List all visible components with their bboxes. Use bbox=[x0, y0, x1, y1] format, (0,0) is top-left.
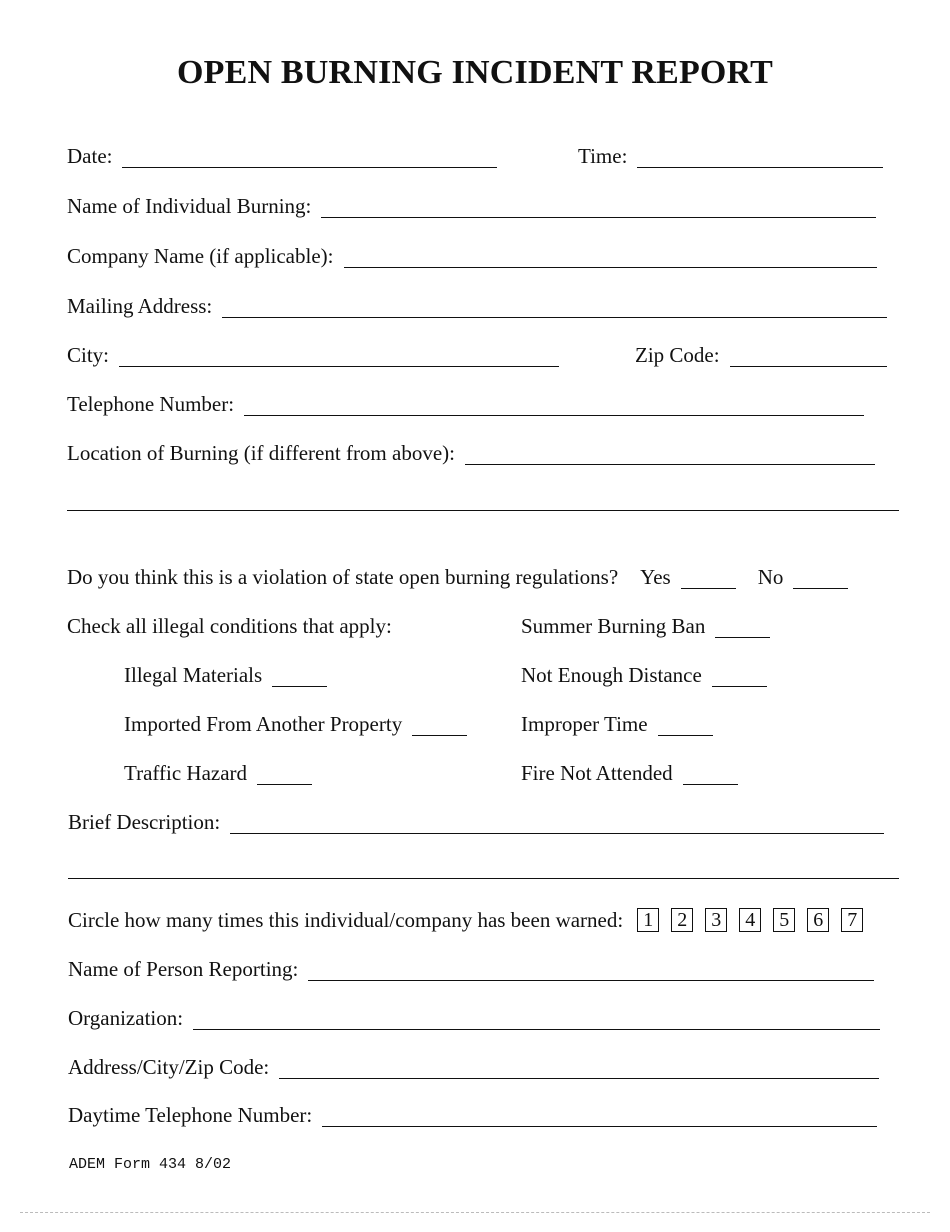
location-field[interactable] bbox=[465, 446, 875, 465]
warned-option-3[interactable]: 3 bbox=[705, 908, 727, 932]
conditions-prompt-row bbox=[67, 614, 392, 638]
traffic-hazard-label: Traffic Hazard bbox=[124, 761, 248, 785]
page-edge-divider bbox=[20, 1212, 930, 1213]
traffic-hazard-blank[interactable] bbox=[257, 766, 312, 785]
city-field[interactable] bbox=[119, 348, 559, 367]
company-label: Company Name (if applicable): bbox=[67, 244, 334, 268]
violation-row bbox=[67, 565, 848, 589]
location-label: Location of Burning (if different from above): bbox=[67, 441, 455, 465]
reporter-name-row bbox=[68, 957, 874, 981]
not-enough-distance-row bbox=[521, 663, 767, 687]
mailing-field[interactable] bbox=[222, 299, 887, 318]
date-row bbox=[67, 144, 497, 168]
zip-label: Zip Code: bbox=[635, 343, 720, 367]
reporter-phone-label: Daytime Telephone Number: bbox=[68, 1103, 313, 1127]
telephone-label: Telephone Number: bbox=[67, 392, 235, 416]
description-label: Brief Description: bbox=[68, 810, 221, 834]
zip-row bbox=[635, 343, 887, 367]
violation-yes-label: Yes bbox=[640, 565, 671, 589]
traffic-hazard-row bbox=[124, 761, 312, 785]
reporter-address-label: Address/City/Zip Code: bbox=[68, 1055, 270, 1079]
not-enough-distance-label: Not Enough Distance bbox=[521, 663, 702, 687]
time-label: Time: bbox=[578, 144, 628, 168]
time-row bbox=[578, 144, 883, 168]
violation-no-blank[interactable] bbox=[793, 570, 848, 589]
summer-ban-blank[interactable] bbox=[715, 619, 770, 638]
summer-ban-label: Summer Burning Ban bbox=[521, 614, 706, 638]
description-field-continued[interactable] bbox=[68, 878, 899, 879]
reporter-phone-field[interactable] bbox=[322, 1108, 877, 1127]
date-label: Date: bbox=[67, 144, 113, 168]
zip-field[interactable] bbox=[730, 348, 887, 367]
description-row bbox=[68, 810, 884, 834]
organization-label: Organization: bbox=[68, 1006, 184, 1030]
imported-blank[interactable] bbox=[412, 717, 467, 736]
reporter-address-field[interactable] bbox=[279, 1060, 879, 1079]
fire-not-attended-row bbox=[521, 761, 738, 785]
time-field[interactable] bbox=[637, 149, 883, 168]
imported-label: Imported From Another Property bbox=[124, 712, 403, 736]
location-field-continued[interactable] bbox=[67, 510, 899, 511]
fire-not-attended-label: Fire Not Attended bbox=[521, 761, 673, 785]
illegal-materials-label: Illegal Materials bbox=[124, 663, 263, 687]
mailing-label: Mailing Address: bbox=[67, 294, 213, 318]
not-enough-distance-blank[interactable] bbox=[712, 668, 767, 687]
company-field[interactable] bbox=[344, 249, 877, 268]
improper-time-label: Improper Time bbox=[521, 712, 648, 736]
date-field[interactable] bbox=[122, 149, 497, 168]
individual-row bbox=[67, 194, 876, 218]
location-row bbox=[67, 441, 875, 465]
individual-field[interactable] bbox=[321, 199, 876, 218]
improper-time-row bbox=[521, 712, 713, 736]
violation-question: Do you think this is a violation of state open burning regulations? bbox=[67, 565, 619, 589]
organization-row bbox=[68, 1006, 880, 1030]
reporter-name-label: Name of Person Reporting: bbox=[68, 957, 299, 981]
form-number: ADEM Form 434 8/02 bbox=[69, 1156, 232, 1173]
organization-field[interactable] bbox=[193, 1011, 880, 1030]
warned-option-2[interactable]: 2 bbox=[671, 908, 693, 932]
telephone-field[interactable] bbox=[244, 397, 864, 416]
imported-row bbox=[124, 712, 467, 736]
warned-option-4[interactable]: 4 bbox=[739, 908, 761, 932]
summer-ban-row bbox=[521, 614, 770, 638]
illegal-materials-blank[interactable] bbox=[272, 668, 327, 687]
reporter-name-field[interactable] bbox=[308, 962, 874, 981]
violation-yes-blank[interactable] bbox=[681, 570, 736, 589]
page-title: OPEN BURNING INCIDENT REPORT bbox=[176, 54, 774, 91]
illegal-materials-row bbox=[124, 663, 327, 687]
reporter-address-row bbox=[68, 1055, 879, 1079]
telephone-row bbox=[67, 392, 864, 416]
mailing-row bbox=[67, 294, 887, 318]
improper-time-blank[interactable] bbox=[658, 717, 713, 736]
warned-prompt: Circle how many times this individual/company has been warned: bbox=[68, 908, 624, 932]
company-row bbox=[67, 244, 877, 268]
city-label: City: bbox=[67, 343, 110, 367]
warned-row bbox=[68, 908, 863, 932]
description-field[interactable] bbox=[230, 815, 884, 834]
warned-option-7[interactable]: 7 bbox=[841, 908, 863, 932]
reporter-phone-row bbox=[68, 1103, 877, 1127]
city-row bbox=[67, 343, 559, 367]
conditions-prompt: Check all illegal conditions that apply: bbox=[67, 614, 392, 638]
violation-no-label: No bbox=[757, 565, 784, 589]
warned-option-1[interactable]: 1 bbox=[637, 908, 659, 932]
individual-label: Name of Individual Burning: bbox=[67, 194, 312, 218]
warned-option-6[interactable]: 6 bbox=[807, 908, 829, 932]
warned-option-5[interactable]: 5 bbox=[773, 908, 795, 932]
fire-not-attended-blank[interactable] bbox=[683, 766, 738, 785]
